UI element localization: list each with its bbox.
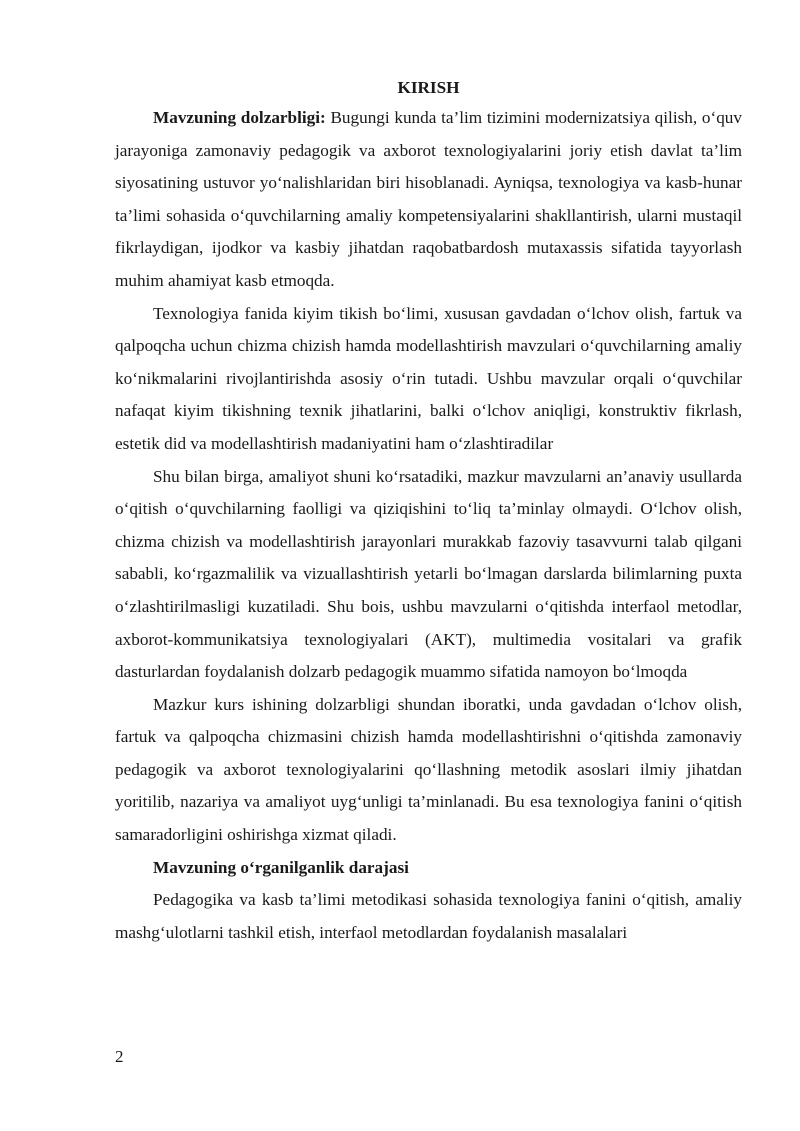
paragraph-study-degree: Pedagogika va kasb ta’limi metodikasi sohasida texnologiya fanini o‘qitish, amaliy mashg‘ulotlarni tashkil etish, interfaol metodlardan foydalanish masalalari [115,890,742,942]
page-number: 2 [115,1047,124,1066]
section-subheading: Mavzuning o‘rganilganlik darajasi [153,857,409,877]
paragraph-relevance [115,102,742,298]
chapter-heading: KIRISH [397,78,460,97]
relevance-label: Mavzuning dolzarbligi: [153,108,326,127]
page-body [115,74,742,949]
relevance-text: Bugungi kunda ta’lim tizimini modernizatsiya qilish, o‘quv jarayoniga zamonaviy pedagogik va axborot texnologiyalarini joriy etish davlat ta’lim siyosatining ustuvor yo‘nalishlaridan biri hisoblanadi. Ayniqsa, texnologiya va kasb-hunar ta’limi sohasida o‘quvchilarning amaliy kompetensiyalarini shakllantirish, ularni mustaqil fikrlaydigan, ijodkor va kasbiy jihatdan raqobatbardosh mutaxassis sifatida tayyorlash muhim ahamiyat kasb etmoqda. [115,108,742,290]
paragraph-sewing-section: Texnologiya fanida kiyim tikish bo‘limi, xususan gavdadan o‘lchov olish, fartuk va qalpoqcha uchun chizma chizish hamda modellashtirish mavzulari o‘quvchilarning amaliy ko‘nikmalarini rivojlantirishda asosiy o‘rin tutadi. Ushbu mavzular orqali o‘quvchilar nafaqat kiyim tikishning texnik jihatlarini, balki o‘lchov aniqligi, konstruktiv fikrlash, estetik did va modellashtirish madaniyatini ham o‘zlashtiradilar [115,303,742,453]
paragraph-teaching-problem: Shu bilan birga, amaliyot shuni ko‘rsatadiki, mazkur mavzularni an’anaviy usullarda o‘qitish o‘quvchilarning faolligi va qiziqishini to‘liq ta’minlay olmaydi. O‘lchov olish, chizma chizish va modellashtirish jarayonlari murakkab fazoviy tasavvurni talab qilgani sababli, ko‘rgazmalilik va vizuallashtirish yetarli bo‘lmagan darslarda bilimlarning puxta o‘zlashtirilmasligi kuzatiladi. Shu bois, ushbu mavzularni o‘qitishda interfaol metodlar, axborot-kommunikatsiya texnologiyalari (AKT), multimedia vositalari va grafik dasturlardan foydalanish dolzarb pedagogik muammo sifatida namoyon bo‘lmoqda [115,466,742,682]
paragraph-course-relevance: Mazkur kurs ishining dolzarbligi shundan iboratki, unda gavdadan o‘lchov olish, fartuk va qalpoqcha chizmasini chizish hamda modellashtirishni o‘qitishda zamonaviy pedagogik va axborot texnologiyalarini qo‘llashning metodik asoslari ilmiy jihatdan yoritilib, nazariya va amaliyot uyg‘unligi ta’minlanadi. Bu esa texnologiya fanini o‘qitish samaradorligini oshirishga xizmat qiladi. [115,694,742,845]
